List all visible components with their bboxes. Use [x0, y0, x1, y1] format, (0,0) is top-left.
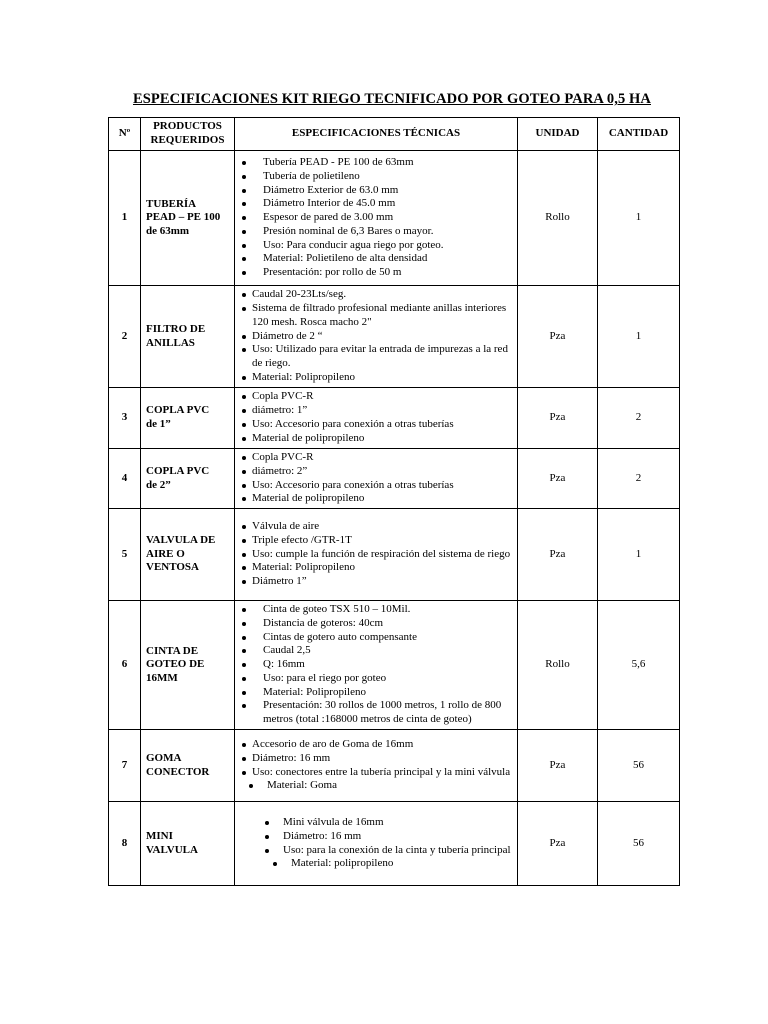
spec-item: Material: Goma	[235, 779, 517, 793]
quantity-cell: 56	[598, 730, 680, 802]
spec-item: diámetro: 1”	[235, 404, 517, 418]
header-productos: PRODUCTOS REQUERIDOS	[141, 118, 235, 151]
table-row	[109, 509, 680, 601]
spec-item: Distancia de goteros: 40cm	[235, 617, 517, 631]
spec-item: Copla PVC-R	[235, 390, 517, 404]
specs-cell	[235, 601, 518, 730]
header-especificaciones: ESPECIFICACIONES TÉCNICAS	[235, 118, 518, 151]
table-row	[109, 802, 680, 886]
table-row	[109, 388, 680, 449]
spec-item: Uso: conectores entre la tubería principal y la mini válvula	[235, 766, 517, 780]
unit-cell: Pza	[518, 286, 598, 388]
spec-item: Tubería PEAD - PE 100 de 63mm	[235, 156, 517, 170]
spec-item: Cinta de goteo TSX 510 – 10Mil.	[235, 603, 517, 617]
row-number: 8	[109, 802, 141, 886]
header-unidad: UNIDAD	[518, 118, 598, 151]
product-name: FILTRO DE ANILLAS	[141, 286, 235, 388]
product-name: VALVULA DE AIRE O VENTOSA	[141, 509, 235, 601]
unit-cell: Pza	[518, 730, 598, 802]
specs-cell	[235, 286, 518, 388]
spec-item: Material: Polipropileno	[235, 561, 517, 575]
spec-item: Uso: Accesorio para conexión a otras tuberías	[235, 479, 517, 493]
row-number: 1	[109, 151, 141, 286]
spec-item: Material de polipropileno	[235, 432, 517, 446]
spec-item: Presentación: por rollo de 50 m	[235, 266, 517, 280]
spec-item: Diámetro Interior de 45.0 mm	[235, 197, 517, 211]
quantity-cell: 5,6	[598, 601, 680, 730]
header-num: Nº	[109, 118, 141, 151]
spec-item: Copla PVC-R	[235, 451, 517, 465]
product-name: CINTA DE GOTEO DE 16MM	[141, 601, 235, 730]
quantity-cell: 2	[598, 388, 680, 449]
spec-item: Sistema de filtrado profesional mediante anillas interiores 120 mesh. Rosca macho 2"	[235, 302, 517, 330]
product-name: TUBERÍA PEAD – PE 100 de 63mm	[141, 151, 235, 286]
spec-item: Caudal 2,5	[235, 644, 517, 658]
unit-cell: Pza	[518, 802, 598, 886]
spec-item: Caudal 20-23Lts/seg.	[235, 288, 517, 302]
spec-item: Uso: cumple la función de respiración del sistema de riego	[235, 548, 517, 562]
spec-item: Uso: para la conexión de la cinta y tubería principal	[235, 844, 517, 858]
row-number: 2	[109, 286, 141, 388]
spec-item: Mini válvula de 16mm	[235, 816, 517, 830]
specs-cell	[235, 509, 518, 601]
spec-item: Material: Polietileno de alta densidad	[235, 252, 517, 266]
spec-item: Presión nominal de 6,3 Bares o mayor.	[235, 225, 517, 239]
row-number: 7	[109, 730, 141, 802]
spec-item: diámetro: 2”	[235, 465, 517, 479]
spec-item: Válvula de aire	[235, 520, 517, 534]
spec-item: Material: Polipropileno	[235, 686, 517, 700]
spec-item: Accesorio de aro de Goma de 16mm	[235, 738, 517, 752]
spec-item: Uso: para el riego por goteo	[235, 672, 517, 686]
specs-cell	[235, 802, 518, 886]
spec-item: Cintas de gotero auto compensante	[235, 631, 517, 645]
spec-item: Uso: Accesorio para conexión a otras tuberías	[235, 418, 517, 432]
table-row	[109, 449, 680, 509]
spec-item: Q: 16mm	[235, 658, 517, 672]
spec-item: Diámetro: 16 mm	[235, 752, 517, 766]
unit-cell: Pza	[518, 388, 598, 449]
unit-cell: Pza	[518, 509, 598, 601]
quantity-cell: 1	[598, 151, 680, 286]
row-number: 3	[109, 388, 141, 449]
table-row	[109, 286, 680, 388]
specs-cell	[235, 388, 518, 449]
quantity-cell: 56	[598, 802, 680, 886]
spec-item: Tubería de polietileno	[235, 170, 517, 184]
row-number: 4	[109, 449, 141, 509]
unit-cell: Pza	[518, 449, 598, 509]
spec-item: Material: Polipropileno	[235, 371, 517, 385]
specifications-table	[108, 117, 680, 886]
row-number: 6	[109, 601, 141, 730]
product-name: COPLA PVC de 2”	[141, 449, 235, 509]
spec-item: Triple efecto /GTR-1T	[235, 534, 517, 548]
spec-item: Material de polipropileno	[235, 492, 517, 506]
quantity-cell: 1	[598, 286, 680, 388]
spec-item: Diámetro de 2 “	[235, 330, 517, 344]
header-row	[109, 118, 680, 151]
spec-item: Espesor de pared de 3.00 mm	[235, 211, 517, 225]
header-cantidad: CANTIDAD	[598, 118, 680, 151]
product-name: MINI VALVULA	[141, 802, 235, 886]
product-name: COPLA PVC de 1”	[141, 388, 235, 449]
quantity-cell: 2	[598, 449, 680, 509]
unit-cell: Rollo	[518, 601, 598, 730]
document-title: ESPECIFICACIONES KIT RIEGO TECNIFICADO POR GOTEO PARA 0,5 HA	[132, 91, 651, 107]
spec-item: Diámetro 1”	[235, 575, 517, 589]
product-name: GOMA CONECTOR	[141, 730, 235, 802]
spec-item: Diámetro: 16 mm	[235, 830, 517, 844]
specs-cell	[235, 730, 518, 802]
spec-item: Material: polipropileno	[235, 857, 517, 871]
spec-item: Uso: Para conducir agua riego por goteo.	[235, 239, 517, 253]
spec-item: Presentación: 30 rollos de 1000 metros, 1 rollo de 800 metros (total :168000 metros de cinta de goteo)	[235, 699, 517, 727]
spec-item: Uso: Utilizado para evitar la entrada de impurezas a la red de riego.	[235, 343, 517, 371]
table-row	[109, 730, 680, 802]
row-number: 5	[109, 509, 141, 601]
quantity-cell: 1	[598, 509, 680, 601]
table-row	[109, 601, 680, 730]
spec-item: Diámetro Exterior de 63.0 mm	[235, 184, 517, 198]
table-row	[109, 151, 680, 286]
unit-cell: Rollo	[518, 151, 598, 286]
specs-cell	[235, 449, 518, 509]
specs-cell	[235, 151, 518, 286]
